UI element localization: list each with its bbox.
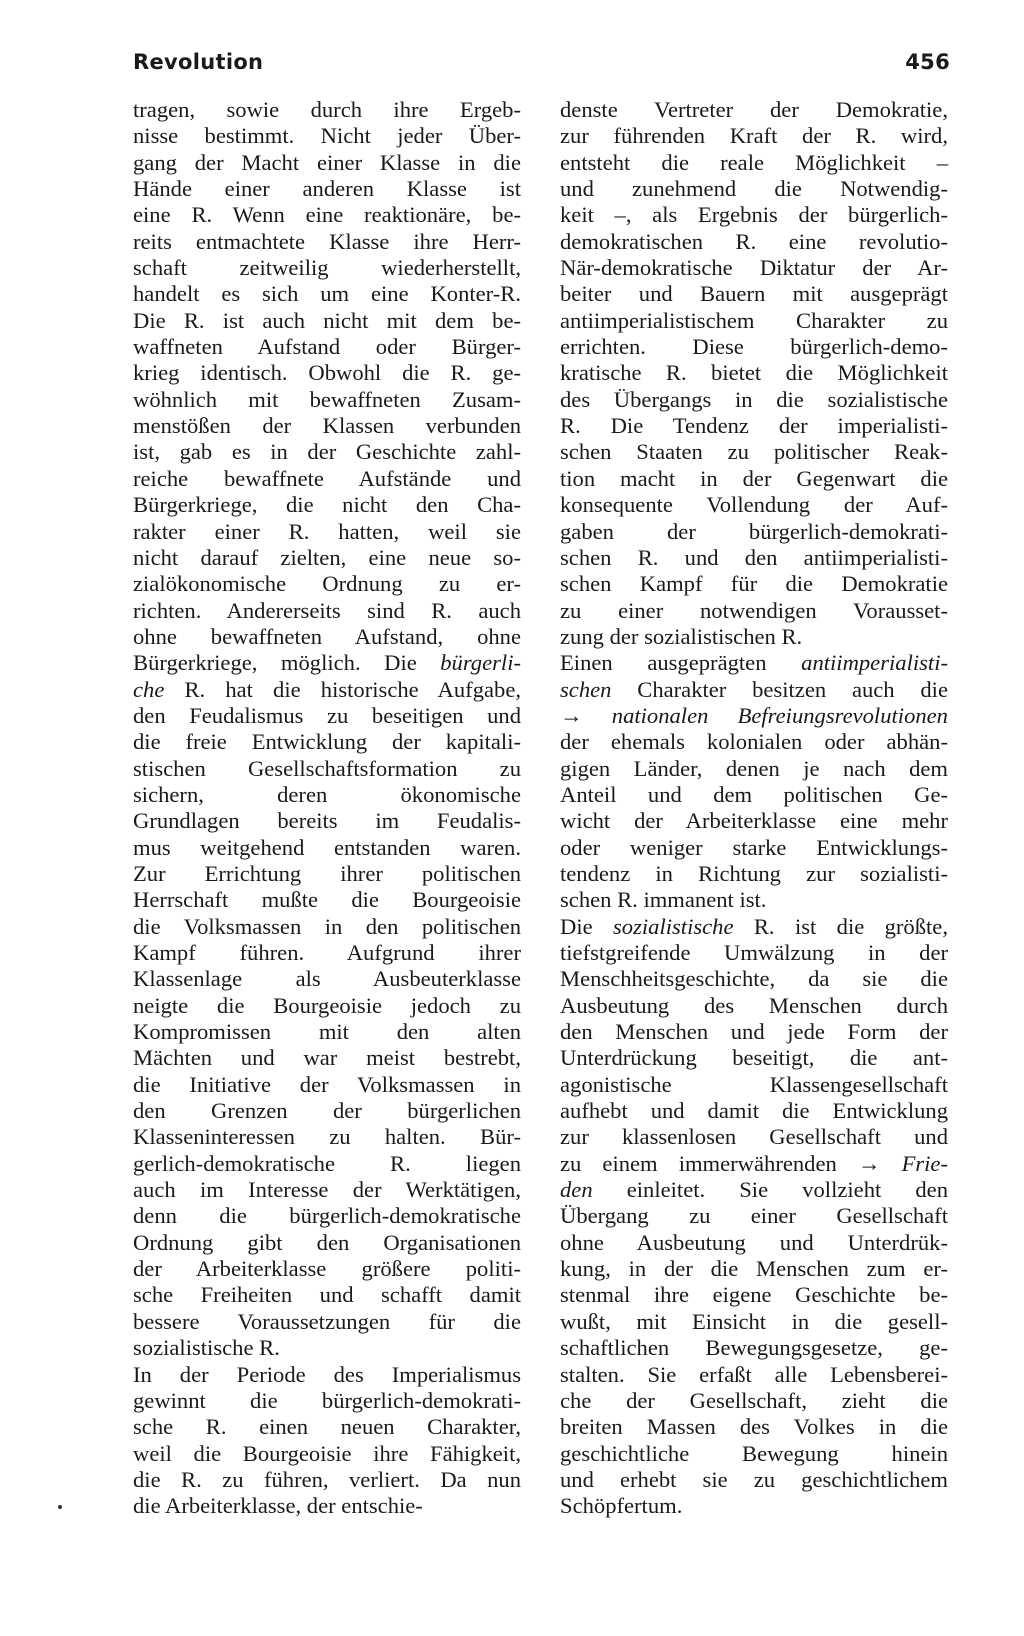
text-line: sche R. einen neuen Charakter, (133, 1414, 521, 1440)
text-line: Ordnung gibt den Organisationen (133, 1229, 521, 1255)
paragraph (560, 97, 948, 650)
text-line: oder weniger starke Entwicklungs- (560, 834, 948, 860)
text-line: antiimperialistischem Charakter zu (560, 307, 948, 333)
text-line: gewinnt die bürgerlich-demokrati- (133, 1387, 521, 1413)
text-line: breiten Massen des Volkes in die (560, 1414, 948, 1440)
text-line: und zunehmend die Notwendig- (560, 176, 948, 202)
italic-term: che (133, 676, 165, 702)
text-line: Bürgerkriege, die nicht den Cha- (133, 492, 521, 518)
paragraph (133, 1362, 521, 1520)
text-line: wöhnlich mit bewaffneten Zusam- (133, 386, 521, 412)
text-line: Zur Errichtung ihrer politischen (133, 860, 521, 886)
text-line: schaftlichen Bewegungsgesetze, ge- (560, 1335, 948, 1361)
text-line: den Feudalismus zu beseitigen und (133, 702, 521, 728)
entry-title: Revolution (133, 50, 264, 74)
text-line: menstößen der Klassen verbunden (133, 413, 521, 439)
text-line: wicht der Arbeiterklasse eine mehr (560, 808, 948, 834)
right-column (560, 97, 948, 1520)
italic-term: bürgerli- (440, 650, 521, 676)
text-line: Die R. ist auch nicht mit dem be- (133, 307, 521, 333)
italic-term: Frie- (901, 1150, 948, 1176)
text-line: Kompromissen mit den alten (133, 1019, 521, 1045)
text-line: zur führenden Kraft der R. wird, (560, 123, 948, 149)
text-line: die Volksmassen in den politischen (133, 913, 521, 939)
text-line: entsteht die reale Möglichkeit – (560, 149, 948, 175)
text-line: der Arbeiterklasse größere politi- (133, 1256, 521, 1282)
text-line: tion macht in der Gegenwart die (560, 465, 948, 491)
text-line: sichern, deren ökonomische (133, 781, 521, 807)
italic-term: nationalen Befreiungsrevolutionen (611, 702, 948, 728)
text-line: aufhebt und damit die Entwicklung (560, 1098, 948, 1124)
text-line: die freie Entwicklung der kapitali- (133, 729, 521, 755)
text-line: Klasseninteressen zu halten. Bür- (133, 1124, 521, 1150)
text-line: die R. zu führen, verliert. Da nun (133, 1466, 521, 1492)
text-line: agonistische Klassengesellschaft (560, 1071, 948, 1097)
text-line: Menschheitsgeschichte, da sie die (560, 966, 948, 992)
text-line: R. Die Tendenz der imperialisti- (560, 413, 948, 439)
text-line: reiche bewaffnete Aufstände und (133, 465, 521, 491)
text-line: Mächten und war meist bestrebt, (133, 1045, 521, 1071)
text-line: sozialistische R. (133, 1335, 280, 1361)
italic-term: den (560, 1177, 593, 1203)
text-line: stischen Gesellschaftsformation zu (133, 755, 521, 781)
text-line: denste Vertreter der Demokratie, (560, 97, 948, 122)
text-line: tiefstgreifende Umwälzung in der (560, 940, 948, 965)
text-line: beiter und Bauern mit ausgeprägt (560, 281, 948, 307)
text-line: När-demokratische Diktatur der Ar- (560, 255, 948, 281)
text-line: zung der sozialistischen R. (560, 623, 803, 649)
paragraph (133, 97, 521, 1362)
text-line: Kampf führen. Aufgrund ihrer (133, 940, 521, 965)
text-line: nisse bestimmt. Nicht jeder Über- (133, 123, 521, 149)
text-line: → nationalen Befreiungsrevolutionen (560, 702, 948, 728)
text-line: Anteil und dem politischen Ge- (560, 781, 948, 807)
text-line: gaben der bürgerlich-demokrati- (560, 518, 948, 544)
text-line: Ausbeutung des Menschen durch (560, 992, 948, 1018)
text-line: Herrschaft mußte die Bourgeoisie (133, 887, 521, 913)
text-line: bessere Voraussetzungen für die (133, 1308, 521, 1334)
text-line: zur klassenlosen Gesellschaft und (560, 1124, 948, 1150)
text-line: keit –, als Ergebnis der bürgerlich- (560, 202, 948, 228)
text-line: krieg identisch. Obwohl die R. ge- (133, 360, 521, 386)
text-line: Unterdrückung beseitigt, die ant- (560, 1045, 948, 1071)
text-line: zu einer notwendigen Vorausset- (560, 597, 948, 623)
text-line: demokratischen R. eine revolutio- (560, 228, 948, 254)
text-line: Übergang zu einer Gesellschaft (560, 1203, 948, 1229)
text-line: die Arbeiterklasse, der entschie- (133, 1493, 423, 1519)
print-speck (58, 1505, 62, 1509)
left-column (133, 97, 521, 1520)
text-line: schaft zeitweilig wiederherstellt, (133, 255, 521, 281)
text-line: Die sozialistische R. ist die größte, (560, 913, 948, 939)
text-line: ohne Ausbeutung und Unterdrük- (560, 1229, 948, 1255)
text-line: schen Charakter besitzen auch die (560, 676, 948, 702)
text-line: schen R. und den antiimperialisti- (560, 544, 948, 570)
text-line: gigen Länder, denen je nach dem (560, 755, 948, 781)
text-line: gerlich-demokratische R. liegen (133, 1150, 521, 1176)
text-line: reits entmachtete Klasse ihre Herr- (133, 228, 521, 254)
text-line: des Übergangs in die sozialistische (560, 386, 948, 412)
text-line: handelt es sich um eine Konter-R. (133, 281, 521, 307)
text-line: Bürgerkriege, möglich. Die bürgerli- (133, 650, 521, 676)
text-line: tendenz in Richtung zur sozialisti- (560, 860, 948, 886)
italic-term: antiimperialisti- (801, 650, 948, 676)
text-line: che R. hat die historische Aufgabe, (133, 676, 521, 702)
text-line: den Grenzen der bürgerlichen (133, 1098, 521, 1124)
paragraph (560, 914, 948, 1520)
text-line: sche Freiheiten und schafft damit (133, 1282, 521, 1308)
text-line: geschichtliche Bewegung hinein (560, 1440, 948, 1466)
text-line: mus weitgehend entstanden waren. (133, 834, 521, 860)
text-line: denn die bürgerlich-demokratische (133, 1203, 521, 1229)
text-line: schen R. immanent ist. (560, 887, 767, 913)
text-line: auch im Interesse der Werktätigen, (133, 1177, 521, 1203)
text-line: kung, in der die Menschen zum er- (560, 1256, 948, 1282)
text-line: Grundlagen bereits im Feudalis- (133, 808, 521, 834)
text-line: den einleitet. Sie vollzieht den (560, 1177, 948, 1203)
text-line: Klassenlage als Ausbeuterklasse (133, 966, 521, 992)
text-line: schen Kampf für die Demokratie (560, 571, 948, 597)
text-line: der ehemals kolonialen oder abhän- (560, 729, 948, 755)
text-line: Schöpfertum. (560, 1493, 683, 1519)
text-line: zu einem immerwährenden → Frie- (560, 1150, 948, 1176)
text-line: che der Gesellschaft, zieht die (560, 1387, 948, 1413)
text-line: ohne bewaffneten Aufstand, ohne (133, 623, 521, 649)
text-line: Einen ausgeprägten antiimperialisti- (560, 650, 948, 676)
text-line: errichten. Diese bürgerlich-demo- (560, 334, 948, 360)
text-line: die Initiative der Volksmassen in (133, 1071, 521, 1097)
text-line: ist, gab es in der Geschichte zahl- (133, 439, 521, 465)
text-line: konsequente Vollendung der Auf- (560, 492, 948, 518)
text-line: nicht darauf zielten, eine neue so- (133, 544, 521, 570)
paragraph (560, 650, 948, 913)
text-line: gang der Macht einer Klasse in die (133, 149, 521, 175)
text-line: rakter einer R. hatten, weil sie (133, 518, 521, 544)
text-line: stalten. Sie erfaßt alle Lebensberei- (560, 1361, 948, 1387)
page-number: 456 (905, 50, 950, 74)
text-line: eine R. Wenn eine reaktionäre, be- (133, 202, 521, 228)
text-line: weil die Bourgeoisie ihre Fähigkeit, (133, 1440, 521, 1466)
text-line: und erhebt sie zu geschichtlichem (560, 1466, 948, 1492)
text-line: richten. Andererseits sind R. auch (133, 597, 521, 623)
text-line: kratische R. bietet die Möglichkeit (560, 360, 948, 386)
italic-term: schen (560, 676, 612, 702)
running-head (133, 44, 950, 80)
text-line: waffneten Aufstand oder Bürger- (133, 334, 521, 360)
text-line: neigte die Bourgeoisie jedoch zu (133, 992, 521, 1018)
text-line: stenmal ihre eigene Geschichte be- (560, 1282, 948, 1308)
italic-term: sozialistische (612, 913, 734, 939)
text-line: wußt, mit Einsicht in die gesell- (560, 1308, 948, 1334)
text-line: In der Periode des Imperialismus (133, 1361, 521, 1387)
text-line: zialökonomische Ordnung zu er- (133, 571, 521, 597)
text-line: den Menschen und jede Form der (560, 1019, 948, 1045)
text-line: Hände einer anderen Klasse ist (133, 176, 521, 202)
text-line: tragen, sowie durch ihre Ergeb- (133, 97, 521, 122)
text-line: schen Staaten zu politischer Reak- (560, 439, 948, 465)
